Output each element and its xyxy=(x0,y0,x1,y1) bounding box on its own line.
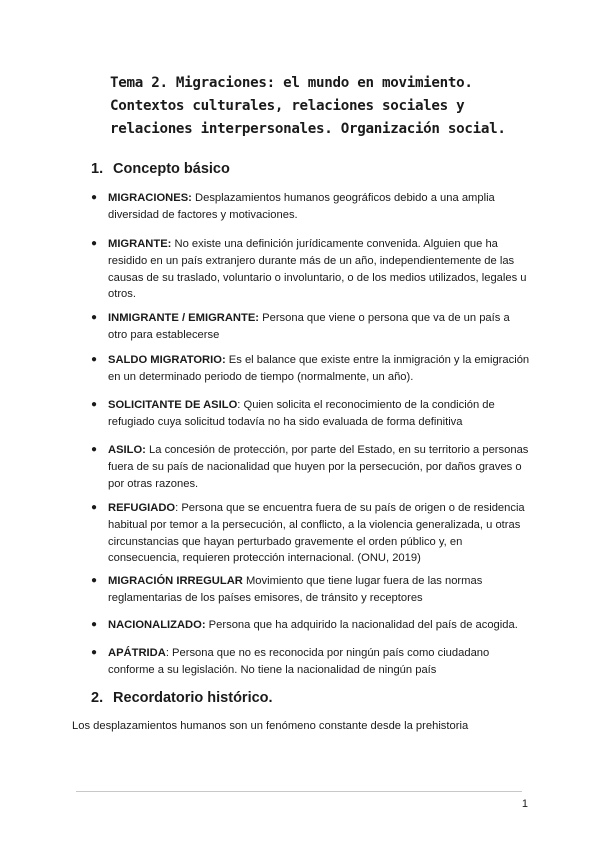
definition-item-asilo xyxy=(92,442,532,492)
definition-term: APÁTRIDA xyxy=(108,647,166,659)
definition-item-apatrida xyxy=(92,645,532,679)
definition-text: Es el balance que existe entre la inmigración y la emigración en un determinado periodo de tiempo (normalmente, un año). xyxy=(108,354,530,383)
section-number: 2. xyxy=(91,690,104,706)
definition-term: MIGRACIONES: xyxy=(108,192,192,204)
definition-term: REFUGIADO xyxy=(108,502,176,514)
definition-text: Desplazamientos humanos geográficos debido a una amplia diversidad de factores y motivaciones. xyxy=(108,192,495,221)
definition-text: : Persona que no es reconocida por ningún país como ciudadano conforme a su legislación. No tiene la nacionalidad de ningún país xyxy=(108,647,490,676)
footer-divider xyxy=(76,791,522,792)
section-heading-concepto-basico xyxy=(91,161,230,177)
bullet-icon: ● xyxy=(91,619,98,630)
definition-text: Persona que viene o persona que va de un país a otro para establecerse xyxy=(108,312,510,341)
definition-text: : Quien solicita el reconocimiento de la condición de refugiado cuya solicitud todavía no ha sido evaluada de forma definitiva xyxy=(108,399,495,428)
definition-item-migracion-irregular xyxy=(92,573,532,607)
intro-paragraph: Los desplazamientos humanos son un fenómeno constante desde la prehistoria xyxy=(72,720,469,732)
definition-text: No existe una definición jurídicamente convenida. Alguien que ha residido en un país extranjero durante más de un año, independientemente de las causas de su traslado, voluntario o involuntario, o de los medios utilizados, legales u otros. xyxy=(108,238,527,301)
definition-item-migrante xyxy=(92,236,532,303)
definition-term: ASILO: xyxy=(108,444,146,456)
definition-term: MIGRANTE: xyxy=(108,238,172,250)
definition-item-inmigrante-emigrante xyxy=(92,310,532,344)
document-title: Tema 2. Migraciones: el mundo en movimiento. Contextos culturales, relaciones sociales y relaciones interpersonales. Organización social. xyxy=(110,75,506,137)
bullet-icon: ● xyxy=(91,354,98,365)
definition-term: SOLICITANTE DE ASILO xyxy=(108,399,238,411)
section-heading-text: Concepto básico xyxy=(113,161,230,177)
definition-item-saldo-migratorio xyxy=(92,352,532,386)
definition-item-nacionalizado xyxy=(92,617,532,634)
definition-item-solicitante-de-asilo xyxy=(92,397,532,431)
bullet-icon: ● xyxy=(91,444,98,455)
bullet-icon: ● xyxy=(91,502,98,513)
bullet-icon: ● xyxy=(91,399,98,410)
bullet-icon: ● xyxy=(91,192,98,203)
bullet-icon: ● xyxy=(91,312,98,323)
section-number: 1. xyxy=(91,161,104,177)
section-heading-text: Recordatorio histórico. xyxy=(113,690,273,706)
definition-term: NACIONALIZADO: xyxy=(108,619,206,631)
section-heading-recordatorio-historico xyxy=(91,690,273,706)
bullet-icon: ● xyxy=(91,575,98,586)
bullet-icon: ● xyxy=(91,647,98,658)
definition-text: : Persona que se encuentra fuera de su país de origen o de residencia habitual por temor a la persecución, al conflicto, a la violencia generalizada, u otras circunstancias que hayan perturbado gravemente el orden público y, en consecuencia, requieren protección internacional. (ONU, 2019) xyxy=(108,502,525,565)
definition-text: Movimiento que tiene lugar fuera de las normas reglamentarias de los países emisores, de tránsito y receptores xyxy=(108,575,483,604)
definition-item-migraciones xyxy=(92,190,532,224)
definition-item-refugiado xyxy=(92,500,532,567)
definition-term: INMIGRANTE / EMIGRANTE: xyxy=(108,312,260,324)
page-number: 1 xyxy=(521,798,528,810)
bullet-icon: ● xyxy=(91,238,98,249)
definition-text: La concesión de protección, por parte del Estado, en su territorio a personas fuera de su país de nacionalidad que huyen por la persecución, por daños graves o por otras razones. xyxy=(108,444,529,490)
definition-term: SALDO MIGRATORIO: xyxy=(108,354,226,366)
definition-text: Persona que ha adquirido la nacionalidad del país de acogida. xyxy=(205,619,518,631)
definition-term: MIGRACIÓN IRREGULAR xyxy=(108,575,243,587)
